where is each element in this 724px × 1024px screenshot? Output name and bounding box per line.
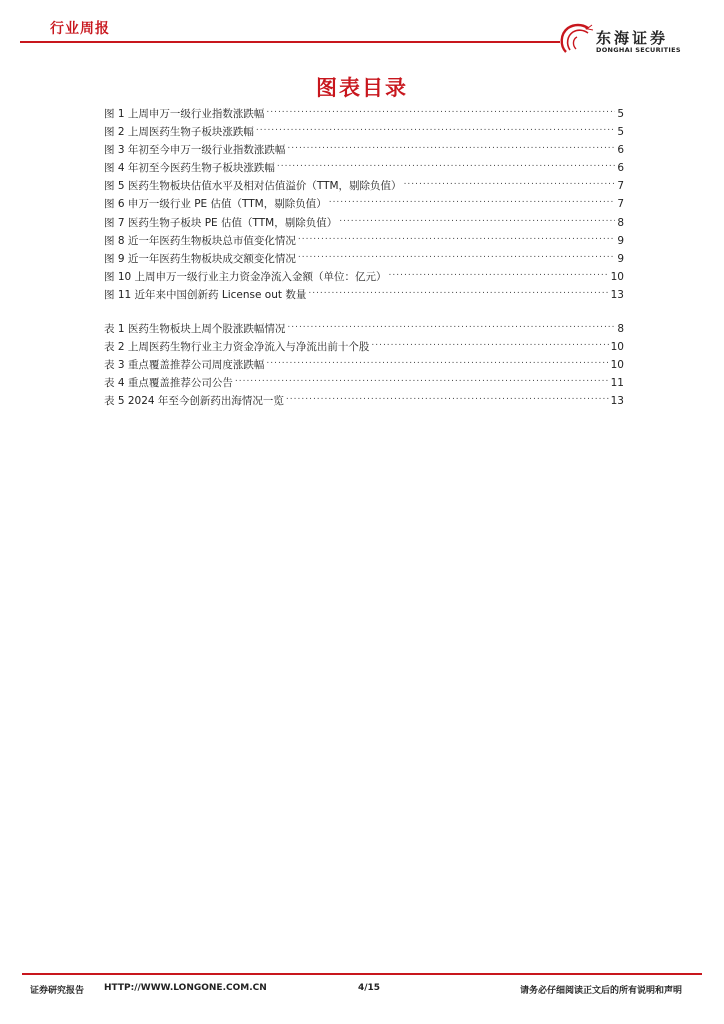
page-header: [0, 0, 724, 56]
dot-leader: [287, 139, 615, 153]
figure-entry-page: 13: [610, 288, 624, 301]
logo-chinese-name: 东海证券: [596, 29, 669, 47]
figure-entry-label: 图 1 上周申万一级行业指数涨跌幅: [104, 108, 265, 120]
dot-leader: [235, 372, 609, 386]
dragon-logo-icon: [558, 22, 594, 56]
table-entry-label: 表 1 医药生物板块上周个股涨跌幅情况: [104, 323, 286, 335]
figure-entry[interactable]: [104, 139, 624, 157]
figure-entry[interactable]: [104, 193, 624, 211]
figure-entry-label: 图 11 近年来中国创新药 License out 数量: [104, 288, 307, 301]
figure-entry[interactable]: [104, 266, 624, 284]
footer-website-link[interactable]: HTTP://WWW.LONGONE.COM.CN: [104, 983, 267, 993]
toc-title: 图表目录: [316, 76, 408, 100]
figure-entry-label: 图 3 年初至今申万一级行业指数涨跌幅: [104, 144, 286, 157]
figure-entry-page: 5: [617, 126, 624, 139]
table-entry-page: 10: [610, 341, 624, 354]
footer-report-label: 证券研究报告: [30, 986, 85, 996]
figure-entry-label: 图 4 年初至今医药生物子板块涨跌幅: [104, 162, 275, 175]
dot-leader: [256, 121, 615, 135]
figure-entry-page: 7: [617, 180, 624, 193]
table-entry[interactable]: [104, 390, 624, 408]
table-entry[interactable]: [104, 372, 624, 390]
figure-entry[interactable]: [104, 284, 624, 302]
header-divider: [20, 41, 560, 43]
table-entry-label: 表 2 上周医药生物行业主力资金净流入与净流出前十个股: [104, 341, 370, 354]
figure-entry[interactable]: [104, 212, 624, 230]
logo-english-name: DONGHAI SECURITIES: [596, 46, 681, 54]
figure-entry[interactable]: [104, 121, 624, 139]
figure-entry-page: 5: [617, 108, 624, 120]
figure-entry-page: 6: [617, 144, 624, 157]
table-entry[interactable]: [104, 318, 624, 336]
figure-entry[interactable]: [104, 157, 624, 175]
figure-entry-page: 6: [617, 162, 624, 175]
figure-entry-label: 图 8 近一年医药生物板块总市值变化情况: [104, 234, 296, 247]
table-list: [104, 318, 624, 408]
page-number: 4/15: [358, 983, 381, 993]
dot-leader: [266, 354, 608, 368]
dot-leader: [339, 212, 615, 226]
footer-disclaimer: 请务必仔细阅读正文后的所有说明和声明: [520, 986, 683, 996]
table-entry-label: 表 4 重点覆盖推荐公司公告: [104, 377, 233, 390]
table-entry-page: 8: [617, 323, 624, 335]
dot-leader: [277, 157, 615, 171]
dot-leader: [286, 390, 609, 404]
figure-entry-page: 10: [610, 270, 624, 283]
figure-entry-label: 图 6 申万一级行业 PE 估值（TTM，剔除负值）: [104, 198, 327, 211]
footer-divider: [22, 973, 702, 975]
dot-leader: [404, 175, 616, 189]
figure-list: [104, 103, 624, 302]
table-entry-label: 表 5 2024 年至今创新药出海情况一览: [104, 395, 284, 408]
dot-leader: [371, 336, 608, 350]
figure-entry-page: 8: [617, 216, 624, 229]
figure-entry-label: 图 9 近一年医药生物板块成交额变化情况: [104, 252, 296, 265]
figure-entry[interactable]: [104, 230, 624, 248]
table-entry-page: 11: [610, 377, 624, 390]
report-type-tag: 行业周报: [50, 21, 110, 37]
dot-leader: [389, 266, 609, 280]
table-entry-page: 13: [610, 395, 624, 408]
figure-entry-label: 图 5 医药生物板块估值水平及相对估值溢价（TTM，剔除负值）: [104, 180, 402, 193]
figure-entry[interactable]: [104, 103, 624, 121]
dot-leader: [266, 103, 615, 117]
table-entry-label: 表 3 重点覆盖推荐公司周度涨跌幅: [104, 359, 265, 372]
figure-entry[interactable]: [104, 248, 624, 266]
table-entry[interactable]: [104, 336, 624, 354]
figure-entry-label: 图 10 上周申万一级行业主力资金净流入金额（单位：亿元）: [104, 270, 387, 283]
figure-entry-page: 7: [617, 198, 624, 211]
figure-entry-label: 图 2 上周医药生物子板块涨跌幅: [104, 126, 254, 139]
dot-leader: [287, 318, 615, 332]
dot-leader: [298, 230, 615, 244]
dot-leader: [298, 248, 615, 262]
dot-leader: [308, 284, 608, 298]
table-entry[interactable]: [104, 354, 624, 372]
table-entry-page: 10: [610, 359, 624, 372]
figure-entry[interactable]: [104, 175, 624, 193]
figure-entry-page: 9: [617, 234, 624, 247]
dot-leader: [329, 193, 616, 207]
figure-entry-label: 图 7 医药生物子板块 PE 估值（TTM，剔除负值）: [104, 216, 338, 229]
figure-entry-page: 9: [617, 252, 624, 265]
company-logo: [558, 22, 708, 56]
